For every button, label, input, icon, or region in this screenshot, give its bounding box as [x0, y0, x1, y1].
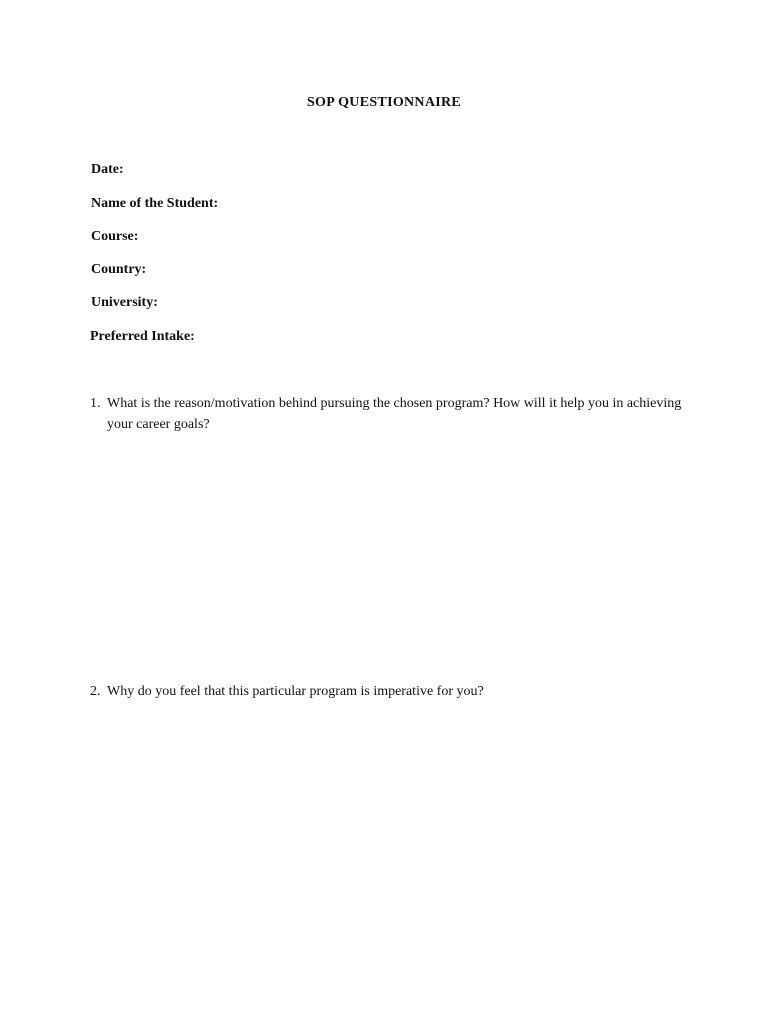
field-course-label: Course: — [91, 229, 139, 244]
field-country-label: Country: — [91, 262, 147, 277]
question-2-answer-space — [90, 710, 690, 1000]
question-2-number: 2. — [90, 684, 101, 699]
field-date-label: Date: — [91, 162, 124, 177]
question-1-answer-space — [90, 440, 690, 670]
field-preferred-intake-label: Preferred Intake: — [90, 329, 195, 344]
question-2 — [90, 681, 690, 702]
question-1-text: What is the reason/motivation behind pursuing the chosen program? How will it help you in achieving your career goals? — [107, 396, 682, 432]
question-1 — [90, 393, 690, 435]
field-student-name-label: Name of the Student: — [91, 196, 219, 211]
question-2-text: Why do you feel that this particular program is imperative for you? — [107, 684, 484, 699]
question-1-number: 1. — [90, 396, 101, 411]
field-university-label: University: — [91, 295, 158, 310]
page-title: SOP QUESTIONNAIRE — [306, 95, 462, 110]
